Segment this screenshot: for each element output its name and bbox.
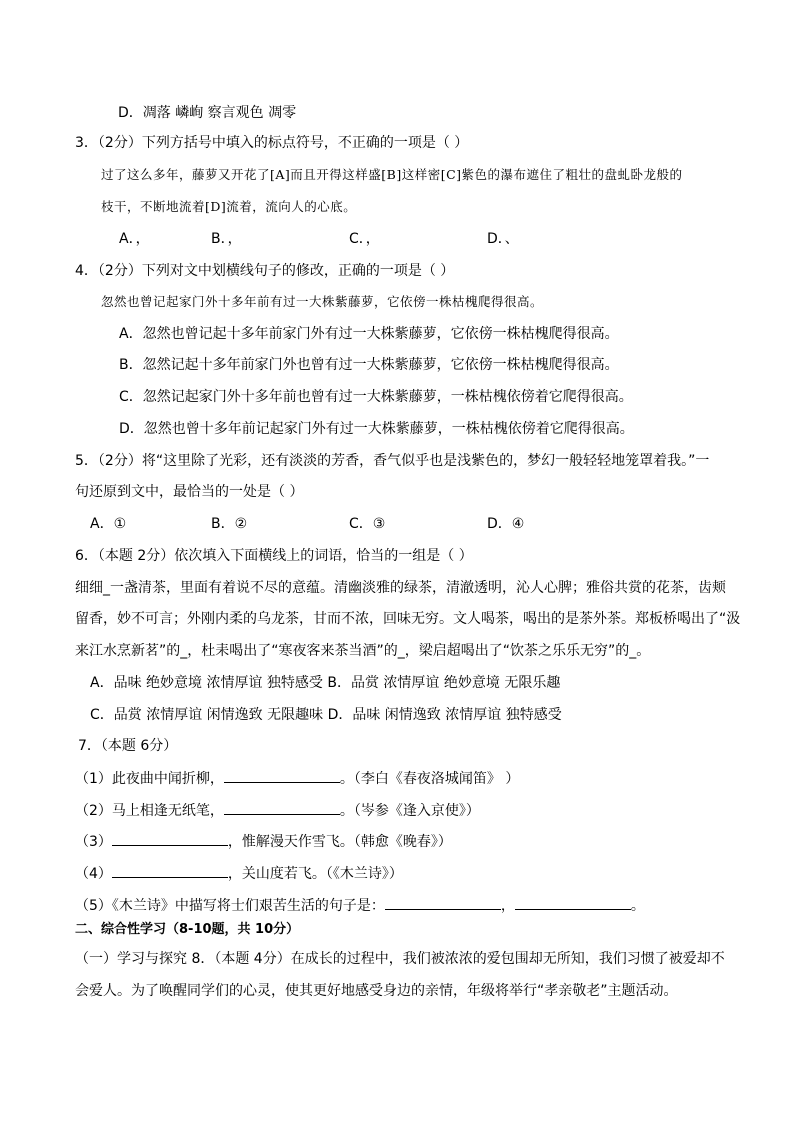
q3-stem: 3．（2分）下列方括号中填入的标点符号，不正确的一项是（ ） — [75, 135, 469, 151]
q3-option-b: B．， — [211, 231, 242, 247]
q3-option-a: A．， — [119, 231, 150, 247]
q7-item-1 — [75, 768, 519, 789]
answer-blank[interactable] — [515, 895, 631, 910]
q6-passage-line2: 留香，妙不可言；外刚内柔的乌龙茶，甘而不浓，回味无穷。文人喝茶，喝出的是茶外茶。郑板桥喝出了“汲 — [75, 611, 741, 627]
q3-passage-line2: 枝干，不断地流着[D]流着，流向人的心底。 — [101, 199, 357, 214]
q7-item-1-source: 。（李白《春夜洛城闻笛》 ） — [339, 771, 520, 787]
answer-blank[interactable] — [112, 863, 228, 878]
section-2-title: 二、综合性学习（8-10题，共 10分） — [75, 922, 300, 937]
q7-item-5 — [75, 895, 645, 916]
answer-blank[interactable] — [385, 895, 501, 910]
q7-item-1-text: （1）此夜曲中闻折柳， — [75, 771, 224, 787]
q7-item-3-label: （3） — [75, 834, 112, 850]
q7-stem: 7．（本题 6分） — [78, 738, 178, 754]
q7-item-2-source: 。（岑参《逢入京使》） — [339, 803, 480, 819]
q7-item-2-text: （2）马上相逢无纸笔， — [75, 803, 224, 819]
q4-stem: 4．（2分）下列对文中划横线句子的修改，正确的一项是（ ） — [75, 263, 455, 279]
q3-option-c: C．， — [349, 231, 380, 247]
q4-sentence: 忽然也曾记起家门外十多年前有过一大株紫藤萝，它依傍一株枯槐爬得很高。 — [101, 294, 544, 309]
q5-option-a: A．① — [90, 516, 127, 532]
q6-options-cd: C．品赏 浓情厚谊 闲情逸致 无限趣味 D．品味 闲情逸致 浓情厚谊 独特感受 — [90, 707, 562, 723]
q6-stem: 6．（本题 2分）依次填入下面横线上的词语，恰当的一组是（ ） — [75, 548, 473, 564]
answer-blank[interactable] — [224, 768, 340, 783]
q7-item-4 — [75, 863, 403, 884]
q5-stem-line1: 5．（2分）将“这里除了光彩，还有淡淡的芳香，香气似乎也是浅紫色的，梦幻一般轻轻地笼罩着我。”一 — [75, 453, 710, 469]
q5-option-c: C．③ — [349, 516, 386, 532]
q3-passage-line1: 过了这么多年，藤萝又开花了[A]而且开得这样盛[B]这样密[C]紫色的瀑布遮住了粗壮的盘虬卧龙般的 — [101, 167, 683, 182]
q5-stem-line2: 句还原到文中，最恰当的一处是（ ） — [75, 484, 304, 500]
q3-option-d: D．、 — [487, 231, 519, 247]
q7-item-2 — [75, 800, 480, 821]
q7-item-4-text: ，关山度若飞。（《木兰诗》） — [227, 866, 403, 882]
q7-item-5-end: 。 — [630, 898, 645, 914]
answer-blank[interactable] — [112, 831, 228, 846]
q7-item-5-text: （5）《木兰诗》中描写将士们艰苦生活的句子是： — [75, 898, 385, 914]
q6-passage-line1: 细细_一盏清茶，里面有着说不尽的意蕴。清幽淡雅的绿茶，清澈透明，沁人心脾；雅俗共赏的花茶，齿颊 — [75, 580, 726, 596]
section-2-paragraph-line2: 会爱人。为了唤醒同学们的心灵，使其更好地感受身边的亲情，年级将举行“孝亲敬老”主题活动。 — [75, 983, 678, 999]
q7-item-3-text: ，惟解漫天作雪飞。（韩愈《晚春》） — [227, 834, 452, 850]
q5-option-b: B．② — [211, 516, 248, 532]
answer-blank[interactable] — [224, 800, 340, 815]
q4-option-d: D．忽然也曾十多年前记起家门外有过一大株紫藤萝，一株枯槐依傍着它爬得很高。 — [119, 421, 634, 437]
q5-option-d: D．④ — [487, 516, 525, 532]
section-2-paragraph-line1: （一）学习与探究 8．（本题 4分）在成长的过程中，我们被浓浓的爱包围却无所知，我们习惯了被爱却不 — [75, 951, 725, 967]
q7-item-5-comma: ， — [500, 898, 515, 914]
q4-option-c: C．忽然记起家门外十多年前也曾有过一大株紫藤萝，一株枯槐依傍着它爬得很高。 — [119, 389, 633, 405]
q4-option-b: B．忽然记起十多年前家门外也曾有过一大株紫藤萝，它依傍一株枯槐爬得很高。 — [119, 357, 619, 373]
q2-option-d: D．凋落 嶙峋 察言观色 凋零 — [118, 105, 297, 121]
q7-item-4-label: （4） — [75, 866, 112, 882]
q6-options-ab: A．品味 绝妙意境 浓情厚谊 独特感受 B．品赏 浓情厚谊 绝妙意境 无限乐趣 — [90, 675, 561, 691]
q7-item-3 — [75, 831, 452, 852]
q4-option-a: A．忽然也曾记起十多年前家门外有过一大株紫藤萝，它依傍一株枯槐爬得很高。 — [119, 326, 619, 342]
q6-passage-line3: 来江水烹新茗”的_，杜耒喝出了“寒夜客来茶当酒”的_，梁启超喝出了“饮茶之乐乐无穷”的_。 — [75, 643, 651, 659]
